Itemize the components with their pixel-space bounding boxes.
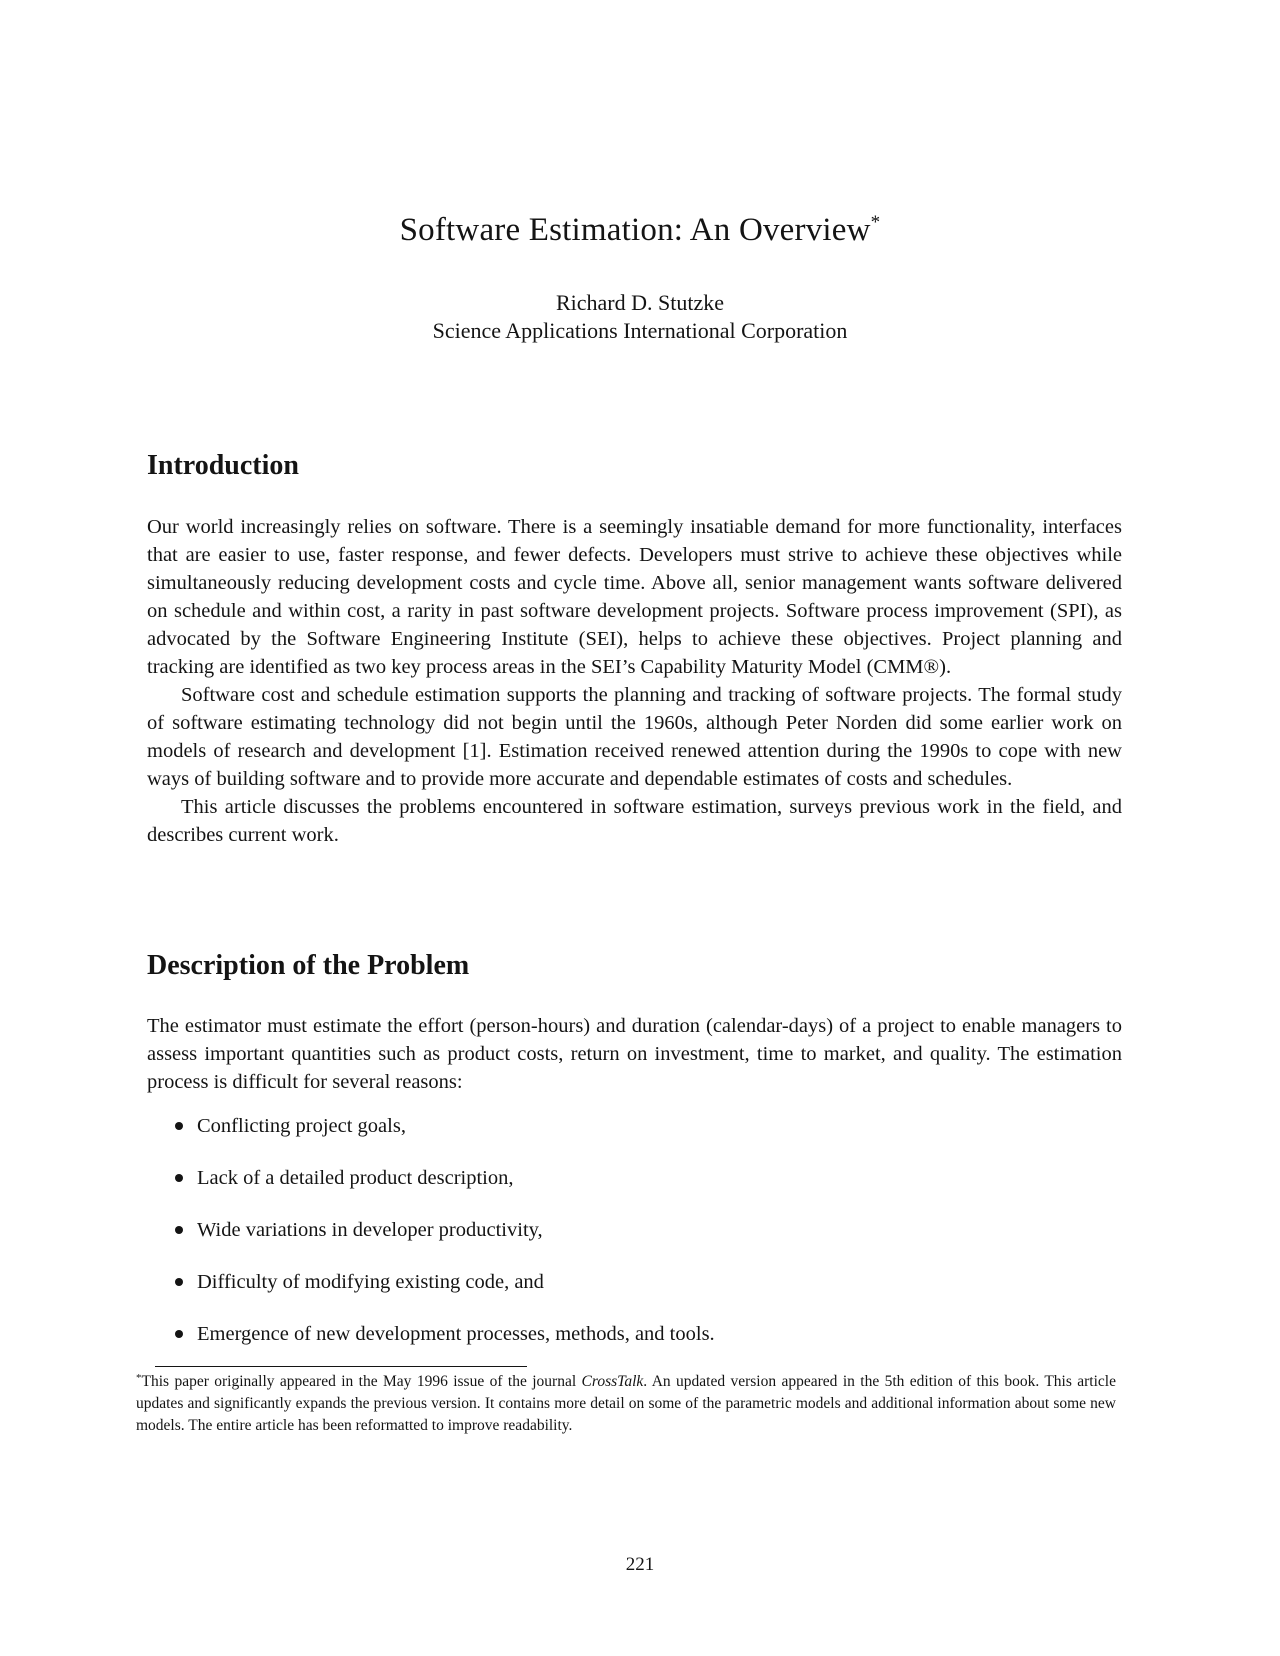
introduction-paragraph-2: Software cost and schedule estimation supports the planning and tracking of software projects. The formal study of software estimating technology did not begin until the 1960s, although Peter Norden did some earlier work on models of research and development [1]. Estimation received renewed attention during the 1990s to cope with new ways of building software and to provide more accurate and dependable estimates of costs and schedules. (147, 684, 1122, 790)
list-item-text: Wide variations in developer productivity, (197, 1219, 543, 1241)
author-affiliation: Science Applications International Corporation (432, 318, 848, 343)
section-heading-problem: Description of the Problem (147, 950, 470, 981)
paper-title (0, 212, 1280, 249)
footnote-text-before: This paper originally appeared in the May 1996 issue of the journal (141, 1373, 582, 1390)
introduction-body (147, 513, 1122, 849)
list-item-text: Difficulty of modifying existing code, and (197, 1271, 544, 1293)
introduction-paragraph-3: This article discusses the problems encountered in software estimation, surveys previous work in the field, and describes current work. (147, 796, 1122, 846)
bullet-icon (175, 1226, 183, 1234)
list-item-text: Emergence of new development processes, methods, and tools. (197, 1323, 715, 1345)
page-number: 221 (625, 1554, 655, 1575)
list-item-text: Lack of a detailed product description, (197, 1167, 514, 1189)
footnote-mark: * (136, 1372, 142, 1384)
introduction-paragraph-1: Our world increasingly relies on software. There is a seemingly insatiable demand for more functionality, interfaces that are easier to use, faster response, and fewer defects. Developers must strive to achieve these objectives while simultaneously reducing development costs and cycle time. Above all, senior management wants software delivered on schedule and within cost, a rarity in past software development projects. Software process improvement (SPI), as advocated by the Software Engineering Institute (SEI), helps to achieve these objectives. Project planning and tracking are identified as two key process areas in the SEI’s Capability Maturity Model (CMM®). (147, 516, 1122, 678)
section-heading-introduction: Introduction (147, 450, 299, 481)
list-item (175, 1320, 715, 1372)
problem-paragraph: The estimator must estimate the effort (person-hours) and duration (calendar-days) of a project to enable managers to assess important quantities such as product costs, return on investment, time to market, and quality. The estimation process is difficult for several reasons: (147, 1015, 1122, 1093)
footnote (136, 1371, 1116, 1437)
list-item (175, 1164, 715, 1216)
bullet-icon (175, 1330, 183, 1338)
paper-title-text: Software Estimation: An Overview (399, 212, 871, 248)
title-footnote-mark: * (870, 212, 881, 233)
bullet-icon (175, 1174, 183, 1182)
bullet-icon (175, 1122, 183, 1130)
footnote-divider (155, 1366, 527, 1367)
list-item-text: Conflicting project goals, (197, 1115, 406, 1137)
bullet-icon (175, 1278, 183, 1286)
list-item (175, 1216, 715, 1268)
author-name: Richard D. Stutzke (555, 290, 725, 315)
problem-reasons-list (175, 1112, 715, 1372)
list-item (175, 1112, 715, 1164)
list-item (175, 1268, 715, 1320)
problem-body (147, 1012, 1122, 1096)
footnote-text-after: . An updated version appeared in the 5th edition of this book. This article updates and significantly expands the previous version. It contains more detail on some of the parametric models and additional information about some new models. The entire article has been reformatted to improve readability. (136, 1373, 1116, 1434)
footnote-journal-name: CrossTalk (581, 1373, 644, 1390)
